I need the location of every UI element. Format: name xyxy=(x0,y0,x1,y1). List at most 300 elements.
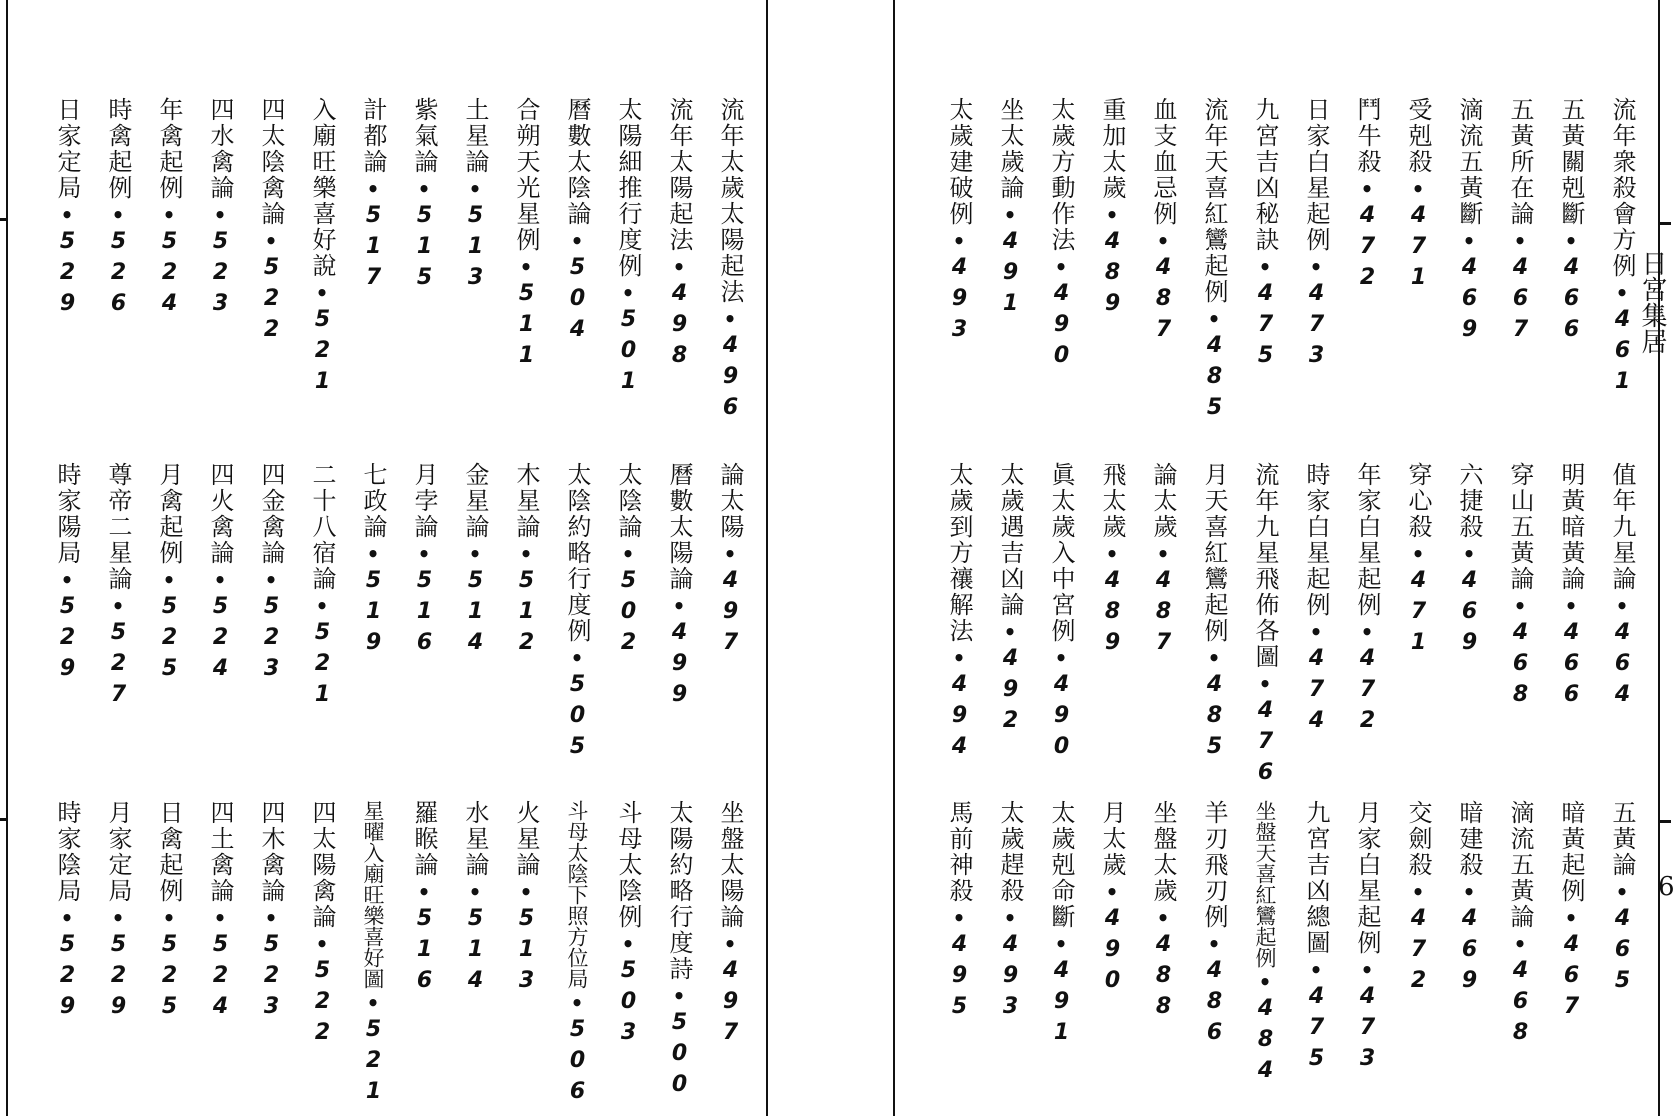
toc-entry xyxy=(200,800,240,1025)
toc-page-number: 501 xyxy=(616,307,641,400)
toc-page-number: 489 xyxy=(1100,568,1125,661)
toc-separator: • xyxy=(1003,203,1017,227)
toc-title: 太陽約略行度詩 xyxy=(665,800,693,982)
toc-entry xyxy=(990,97,1030,322)
toc-page-number: 488 xyxy=(1151,932,1176,1025)
toc-title: 流年衆殺會方例 xyxy=(1608,97,1636,279)
toc-separator: • xyxy=(952,646,966,670)
toc-separator: • xyxy=(1411,880,1425,904)
toc-title: 太陰約略行度例 xyxy=(563,462,591,644)
toc-page-number: 515 xyxy=(412,203,437,296)
toc-page-number: 474 xyxy=(1304,646,1329,739)
toc-entry xyxy=(1602,97,1642,400)
toc-title: 羅睺論 xyxy=(410,800,438,878)
toc-page-number: 523 xyxy=(259,594,284,687)
toc-separator: • xyxy=(60,568,74,592)
toc-entry xyxy=(1041,800,1081,1051)
toc-title: 交劍殺 xyxy=(1404,800,1432,878)
toc-separator: • xyxy=(162,568,176,592)
toc-separator: • xyxy=(162,906,176,930)
left-spine-rule xyxy=(766,0,768,1116)
toc-title: 入廟旺樂喜好說 xyxy=(308,97,336,279)
toc-separator: • xyxy=(1564,229,1578,253)
toc-separator: • xyxy=(723,932,737,956)
toc-entry xyxy=(939,800,979,1025)
toc-title: 滴流五黃論 xyxy=(1506,800,1534,930)
toc-separator: • xyxy=(1258,255,1272,279)
toc-separator: • xyxy=(366,177,380,201)
toc-separator: • xyxy=(468,542,482,566)
toc-entry xyxy=(353,800,393,1110)
toc-page-number: 521 xyxy=(310,307,335,400)
toc-entry xyxy=(1347,800,1387,1077)
toc-title: 時禽起例 xyxy=(104,97,132,201)
toc-entry xyxy=(1041,97,1081,374)
toc-page-number: 525 xyxy=(157,594,182,687)
toc-title: 穿山五黃論 xyxy=(1506,462,1534,592)
toc-entry xyxy=(939,97,979,348)
toc-title: 合朔天光星例 xyxy=(512,97,540,253)
toc-page-number: 489 xyxy=(1100,229,1125,322)
toc-page-number: 468 xyxy=(1508,620,1533,713)
toc-title: 五黃論 xyxy=(1608,800,1636,878)
toc-separator: • xyxy=(60,906,74,930)
toc-page-number: 491 xyxy=(1049,958,1074,1051)
toc-separator: • xyxy=(264,229,278,253)
toc-page-number: 514 xyxy=(463,568,488,661)
toc-separator: • xyxy=(1615,281,1629,305)
toc-entry xyxy=(98,97,138,322)
toc-entry xyxy=(1398,462,1438,661)
toc-separator: • xyxy=(60,203,74,227)
toc-entry xyxy=(149,97,189,322)
toc-page-number: 490 xyxy=(1049,281,1074,374)
toc-entry xyxy=(1143,800,1183,1025)
toc-separator: • xyxy=(621,281,635,305)
toc-page-number: 467 xyxy=(1508,255,1533,348)
toc-entry xyxy=(47,462,87,687)
toc-page-number: 502 xyxy=(616,568,641,661)
toc-title: 七政論 xyxy=(359,462,387,540)
toc-page-number: 511 xyxy=(514,281,539,374)
toc-page-number: 523 xyxy=(208,229,233,322)
toc-page-number: 492 xyxy=(998,646,1023,739)
toc-separator: • xyxy=(621,542,635,566)
toc-separator: • xyxy=(723,542,737,566)
toc-separator: • xyxy=(111,906,125,930)
toc-entry xyxy=(1092,97,1132,322)
toc-page-number: 494 xyxy=(947,672,972,765)
toc-entry xyxy=(1551,462,1591,713)
toc-page-number: 485 xyxy=(1202,672,1227,765)
toc-entry xyxy=(1500,800,1540,1051)
toc-separator: • xyxy=(1309,958,1323,982)
binding-mark-right-top xyxy=(1660,222,1671,225)
toc-entry xyxy=(1194,462,1234,765)
toc-title: 滴流五黃斷 xyxy=(1455,97,1483,227)
toc-page-number: 522 xyxy=(310,958,335,1051)
toc-page-number: 485 xyxy=(1202,333,1227,426)
toc-separator: • xyxy=(417,880,431,904)
toc-separator: • xyxy=(672,984,686,1008)
toc-separator: • xyxy=(366,991,380,1015)
toc-page-number: 493 xyxy=(998,932,1023,1025)
toc-entry xyxy=(557,462,597,765)
toc-page-number: 473 xyxy=(1355,984,1380,1077)
toc-separator: • xyxy=(672,255,686,279)
toc-page-number: 475 xyxy=(1304,984,1329,1077)
toc-entry xyxy=(1296,462,1336,739)
toc-title: 四太陰禽論 xyxy=(257,97,285,227)
toc-title: 論太陽 xyxy=(716,462,744,540)
toc-separator: • xyxy=(1513,932,1527,956)
toc-entry xyxy=(1398,800,1438,999)
toc-page-number: 487 xyxy=(1151,255,1176,348)
toc-title: 流年天喜紅鸞起例 xyxy=(1200,97,1228,305)
toc-title: 四水禽論 xyxy=(206,97,234,201)
toc-title: 土星論 xyxy=(461,97,489,175)
toc-title: 火星論 xyxy=(512,800,540,878)
toc-separator: • xyxy=(1207,932,1221,956)
binding-mark-left-top xyxy=(0,218,6,221)
toc-page-number: 529 xyxy=(106,932,131,1025)
toc-page-number: 493 xyxy=(947,255,972,348)
toc-page-number: 519 xyxy=(361,568,386,661)
toc-entry xyxy=(1245,97,1285,374)
toc-page-number: 529 xyxy=(55,594,80,687)
toc-entry xyxy=(1041,462,1081,765)
toc-entry xyxy=(1143,462,1183,661)
toc-separator: • xyxy=(1105,542,1119,566)
toc-entry xyxy=(98,800,138,1025)
toc-separator: • xyxy=(1156,542,1170,566)
toc-title: 暗建殺 xyxy=(1455,800,1483,878)
left-outer-rule xyxy=(6,0,8,1116)
toc-separator: • xyxy=(1207,307,1221,331)
toc-separator: • xyxy=(417,177,431,201)
toc-title: 重加太歲 xyxy=(1098,97,1126,201)
toc-title: 四太陽禽論 xyxy=(308,800,336,930)
toc-separator: • xyxy=(570,646,584,670)
left-page xyxy=(18,0,758,1116)
right-page xyxy=(910,0,1650,1116)
toc-separator: • xyxy=(1309,620,1323,644)
toc-separator: • xyxy=(1462,880,1476,904)
toc-entry xyxy=(149,462,189,687)
toc-title: 五黃關剋斷 xyxy=(1557,97,1585,227)
toc-entry xyxy=(1143,97,1183,348)
toc-title: 時家陰局 xyxy=(53,800,81,904)
toc-entry xyxy=(1602,800,1642,999)
toc-entry xyxy=(1092,462,1132,661)
toc-separator: • xyxy=(1258,970,1272,994)
toc-title: 四土禽論 xyxy=(206,800,234,904)
toc-title: 血支血忌例 xyxy=(1149,97,1177,227)
toc-title: 日家白星起例 xyxy=(1302,97,1330,253)
toc-title: 太歲遇吉凶論 xyxy=(996,462,1024,618)
toc-entry xyxy=(251,462,291,687)
toc-entry xyxy=(1449,800,1489,999)
toc-title: 計都論 xyxy=(359,97,387,175)
toc-page-number: 517 xyxy=(361,203,386,296)
toc-entry xyxy=(1296,800,1336,1077)
toc-page-number: 486 xyxy=(1202,958,1227,1051)
toc-separator: • xyxy=(570,229,584,253)
toc-separator: • xyxy=(1615,594,1629,618)
toc-title: 坐盤天喜紅鸞起例 xyxy=(1253,800,1277,968)
toc-title: 時家白星起例 xyxy=(1302,462,1330,618)
toc-page-number: 523 xyxy=(259,932,284,1025)
toc-page-number: 476 xyxy=(1253,698,1278,791)
toc-title: 斗母太陰下照方位局 xyxy=(565,800,589,989)
toc-title: 明黃暗黃論 xyxy=(1557,462,1585,592)
toc-page-number: 466 xyxy=(1559,255,1584,348)
toc-title: 紫氣論 xyxy=(410,97,438,175)
toc-title: 日家定局 xyxy=(53,97,81,201)
toc-page-number: 496 xyxy=(718,333,743,426)
toc-entry xyxy=(1296,97,1336,374)
toc-page-number: 516 xyxy=(412,568,437,661)
toc-separator: • xyxy=(952,229,966,253)
toc-page-number: 490 xyxy=(1049,672,1074,765)
toc-separator: • xyxy=(1615,880,1629,904)
toc-entry xyxy=(47,800,87,1025)
toc-title: 鬥牛殺 xyxy=(1353,97,1381,175)
toc-separator: • xyxy=(519,255,533,279)
toc-separator: • xyxy=(468,177,482,201)
toc-title: 太歲方動作法 xyxy=(1047,97,1075,253)
toc-page-number: 467 xyxy=(1559,932,1584,1025)
toc-page-number: 469 xyxy=(1457,568,1482,661)
toc-separator: • xyxy=(315,281,329,305)
toc-entry xyxy=(302,800,342,1051)
toc-page-number: 500 xyxy=(667,1010,692,1103)
toc-page-number: 499 xyxy=(667,620,692,713)
toc-page-number: 521 xyxy=(361,1017,386,1110)
toc-separator: • xyxy=(1105,880,1119,904)
toc-page-number: 525 xyxy=(157,932,182,1025)
toc-separator: • xyxy=(1054,646,1068,670)
toc-page-number: 495 xyxy=(947,932,972,1025)
toc-title: 馬前神殺 xyxy=(945,800,973,904)
toc-entry xyxy=(302,462,342,713)
toc-entry xyxy=(710,97,750,426)
toc-title: 斗母太陰例 xyxy=(614,800,642,930)
toc-separator: • xyxy=(264,568,278,592)
toc-title: 流年太陽起法 xyxy=(665,97,693,253)
toc-page-number: 514 xyxy=(463,906,488,999)
toc-entry xyxy=(1500,462,1540,713)
toc-entry xyxy=(1194,800,1234,1051)
toc-entry xyxy=(98,462,138,713)
toc-page-number: 529 xyxy=(55,229,80,322)
toc-title: 星曜入廟旺樂喜好圖 xyxy=(361,800,385,989)
toc-entry xyxy=(200,97,240,322)
toc-page-number: 504 xyxy=(565,255,590,348)
toc-separator: • xyxy=(315,594,329,618)
toc-entry xyxy=(404,462,444,661)
toc-title: 論太歲 xyxy=(1149,462,1177,540)
toc-separator: • xyxy=(1003,906,1017,930)
toc-page-number: 469 xyxy=(1457,906,1482,999)
toc-title: 月禽起例 xyxy=(155,462,183,566)
toc-page-number: 497 xyxy=(718,958,743,1051)
left-band-top xyxy=(18,97,758,437)
toc-separator: • xyxy=(1156,229,1170,253)
toc-page-number: 512 xyxy=(514,568,539,661)
toc-separator: • xyxy=(1360,958,1374,982)
toc-entry xyxy=(608,800,648,1051)
toc-separator: • xyxy=(111,594,125,618)
toc-page-number: 471 xyxy=(1406,203,1431,296)
toc-entry xyxy=(1347,462,1387,739)
toc-entry xyxy=(455,462,495,661)
binding-mark-right-bottom xyxy=(1660,820,1671,823)
toc-entry xyxy=(200,462,240,687)
toc-entry xyxy=(710,800,750,1051)
toc-title: 眞太歲入中宮例 xyxy=(1047,462,1075,644)
toc-entry xyxy=(608,462,648,661)
toc-entry xyxy=(659,97,699,374)
toc-page-number: 490 xyxy=(1100,906,1125,999)
left-band-middle xyxy=(18,462,758,792)
right-outer-rule xyxy=(1658,0,1660,1116)
edge-text-bottom: 6 xyxy=(1658,872,1675,902)
toc-page-number: 513 xyxy=(514,906,539,999)
toc-page-number: 473 xyxy=(1304,281,1329,374)
toc-title: 曆數太陰論 xyxy=(563,97,591,227)
toc-page-number: 484 xyxy=(1253,996,1278,1089)
toc-title: 月孛論 xyxy=(410,462,438,540)
toc-entry xyxy=(1245,800,1285,1089)
toc-title: 六捷殺 xyxy=(1455,462,1483,540)
toc-separator: • xyxy=(213,568,227,592)
toc-separator: • xyxy=(1105,203,1119,227)
toc-title: 四火禽論 xyxy=(206,462,234,566)
toc-title: 曆數太陽論 xyxy=(665,462,693,592)
toc-entry xyxy=(557,800,597,1110)
toc-entry xyxy=(1551,800,1591,1025)
toc-page-number: 487 xyxy=(1151,568,1176,661)
toc-page-number: 521 xyxy=(310,620,335,713)
toc-separator: • xyxy=(519,880,533,904)
toc-entry xyxy=(659,462,699,713)
toc-page-number: 466 xyxy=(1559,620,1584,713)
toc-separator: • xyxy=(162,203,176,227)
toc-entry xyxy=(1194,97,1234,426)
toc-page-number: 522 xyxy=(259,255,284,348)
toc-page-number: 491 xyxy=(998,229,1023,322)
toc-entry xyxy=(659,800,699,1103)
toc-title: 暗黃起例 xyxy=(1557,800,1585,904)
right-band-top xyxy=(910,97,1650,442)
toc-entry xyxy=(302,97,342,400)
toc-separator: • xyxy=(1462,542,1476,566)
toc-entry xyxy=(251,97,291,348)
toc-page-number: 503 xyxy=(616,958,641,1051)
toc-title: 流年太歲太陽起法 xyxy=(716,97,744,305)
toc-title: 月太歲 xyxy=(1098,800,1126,878)
toc-title: 坐盤太歲 xyxy=(1149,800,1177,904)
toc-separator: • xyxy=(1360,620,1374,644)
toc-entry xyxy=(1449,462,1489,661)
toc-entry xyxy=(455,800,495,999)
toc-entry xyxy=(149,800,189,1025)
toc-entry xyxy=(1602,462,1642,713)
toc-title: 時家陽局 xyxy=(53,462,81,566)
toc-entry xyxy=(1449,97,1489,348)
toc-title: 五黃所在論 xyxy=(1506,97,1534,227)
toc-page-number: 468 xyxy=(1508,958,1533,1051)
toc-separator: • xyxy=(1564,594,1578,618)
toc-page-number: 506 xyxy=(565,1017,590,1110)
right-band-bottom xyxy=(910,800,1650,1116)
toc-page-number: 472 xyxy=(1406,906,1431,999)
toc-entry xyxy=(608,97,648,400)
toc-separator: • xyxy=(417,542,431,566)
toc-separator: • xyxy=(621,932,635,956)
toc-page-number: 505 xyxy=(565,672,590,765)
toc-title: 坐太歲論 xyxy=(996,97,1024,201)
toc-entry xyxy=(251,800,291,1025)
toc-title: 木星論 xyxy=(512,462,540,540)
toc-entry xyxy=(404,800,444,999)
left-band-bottom xyxy=(18,800,758,1116)
toc-page-number: 524 xyxy=(208,594,233,687)
toc-page-number: 469 xyxy=(1457,255,1482,348)
toc-title: 太陽細推行度例 xyxy=(614,97,642,279)
toc-page-number: 471 xyxy=(1406,568,1431,661)
toc-entry xyxy=(506,462,546,661)
toc-separator: • xyxy=(1360,177,1374,201)
toc-separator: • xyxy=(366,542,380,566)
toc-entry xyxy=(1398,97,1438,296)
toc-title: 飛太歲 xyxy=(1098,462,1126,540)
right-spine-rule xyxy=(893,0,895,1116)
toc-title: 年禽起例 xyxy=(155,97,183,201)
toc-title: 四金禽論 xyxy=(257,462,285,566)
toc-page-number: 497 xyxy=(718,568,743,661)
toc-entry xyxy=(506,800,546,999)
toc-title: 值年九星論 xyxy=(1608,462,1636,592)
toc-page-number: 498 xyxy=(667,281,692,374)
toc-separator: • xyxy=(1462,229,1476,253)
toc-entry xyxy=(710,462,750,661)
toc-page-number: 526 xyxy=(106,229,131,322)
toc-title: 月家白星起例 xyxy=(1353,800,1381,956)
toc-separator: • xyxy=(213,203,227,227)
toc-separator: • xyxy=(1207,646,1221,670)
toc-separator: • xyxy=(315,932,329,956)
toc-title: 太陰論 xyxy=(614,462,642,540)
toc-page-number: 527 xyxy=(106,620,131,713)
toc-title: 流年九星飛佈各圖 xyxy=(1251,462,1279,670)
toc-page-number: 461 xyxy=(1610,307,1635,400)
toc-title: 坐盤太陽論 xyxy=(716,800,744,930)
toc-separator: • xyxy=(1411,177,1425,201)
toc-separator: • xyxy=(1564,906,1578,930)
toc-separator: • xyxy=(1513,594,1527,618)
toc-page-number: 475 xyxy=(1253,281,1278,374)
toc-page-number: 524 xyxy=(157,229,182,322)
toc-title: 水星論 xyxy=(461,800,489,878)
toc-entry xyxy=(47,97,87,322)
toc-separator: • xyxy=(570,991,584,1015)
toc-separator: • xyxy=(672,594,686,618)
toc-separator: • xyxy=(1156,906,1170,930)
toc-entry xyxy=(1500,97,1540,348)
toc-page-number: 513 xyxy=(463,203,488,296)
